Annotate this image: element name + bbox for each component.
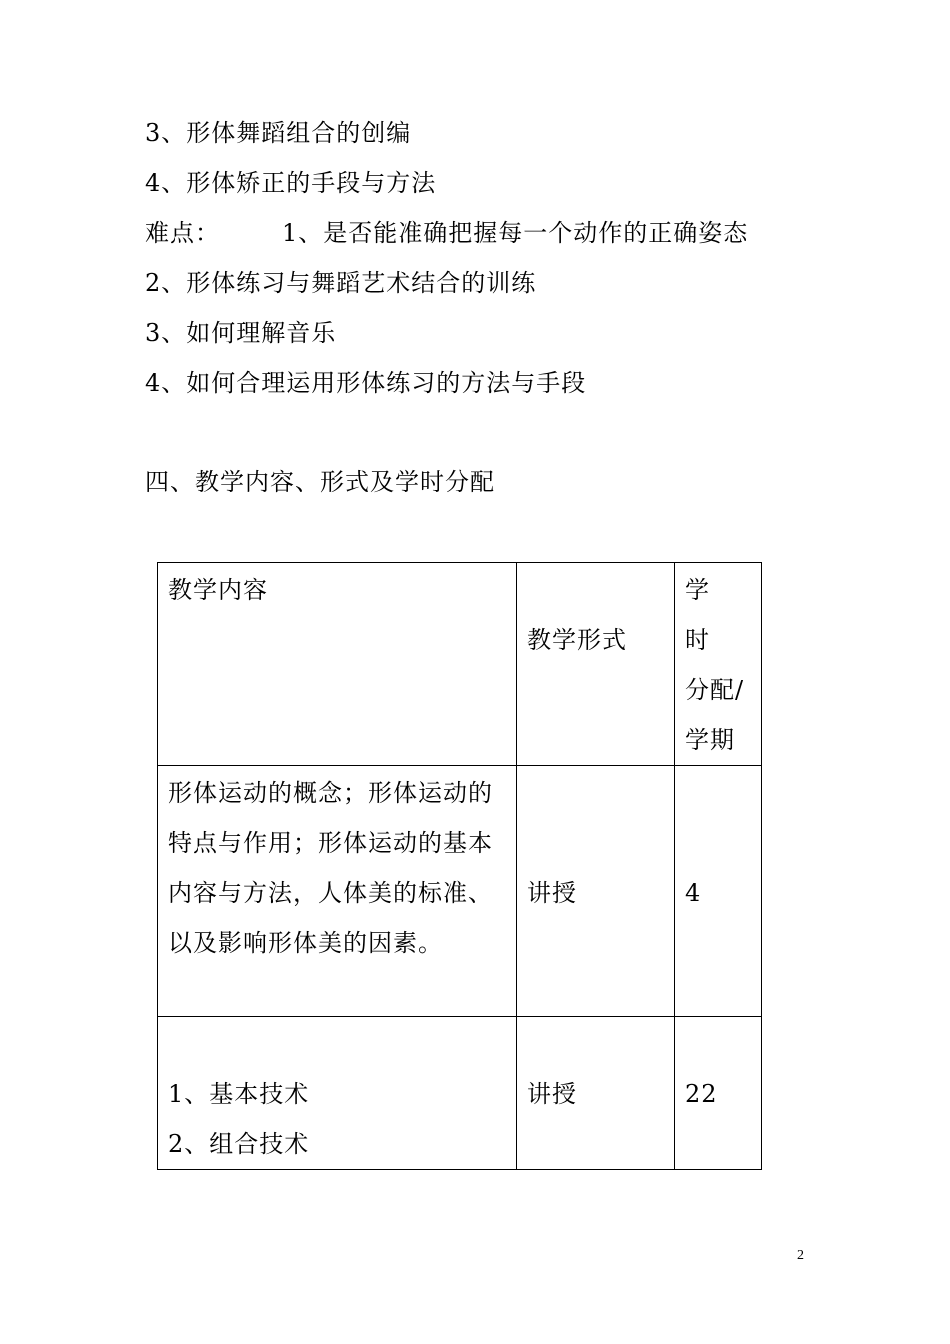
difficulty-item-4: 4、如何合理运用形体练习的方法与手段 <box>145 369 587 397</box>
row1-hours: 4 <box>675 766 762 1017</box>
header-content: 教学内容 <box>158 563 517 766</box>
row1-form: 讲授 <box>517 766 675 1017</box>
table-header-row <box>158 563 762 766</box>
row2-content: 1、基本技术 2、组合技术 <box>158 1017 517 1170</box>
text-line-4: 4、形体矫正的手段与方法 <box>145 169 437 197</box>
header-hours: 学 时 分配/ 学期 <box>675 563 762 766</box>
section-title: 四、教学内容、形式及学时分配 <box>145 468 495 496</box>
difficulty-text: 1、是否能准确把握每一个动作的正确姿态 <box>282 219 749 247</box>
row2-hours: 22 <box>675 1017 762 1170</box>
difficulty-item-2: 2、形体练习与舞蹈艺术结合的训练 <box>145 269 537 297</box>
table-row <box>158 1017 762 1170</box>
header-form: 教学形式 <box>517 563 675 766</box>
schedule-table <box>157 562 762 1170</box>
row2-form: 讲授 <box>517 1017 675 1170</box>
difficulty-label: 难点： <box>145 219 220 247</box>
page-number: 2 <box>797 1248 804 1263</box>
difficulty-line <box>145 217 748 249</box>
text-line-3: 3、形体舞蹈组合的创编 <box>145 119 412 147</box>
table-row <box>158 766 762 1017</box>
difficulty-item-3: 3、如何理解音乐 <box>145 319 337 347</box>
row1-content: 形体运动的概念；形体运动的特点与作用；形体运动的基本内容与方法，人体美的标准、以及影响形体美的因素。 <box>158 766 517 1017</box>
